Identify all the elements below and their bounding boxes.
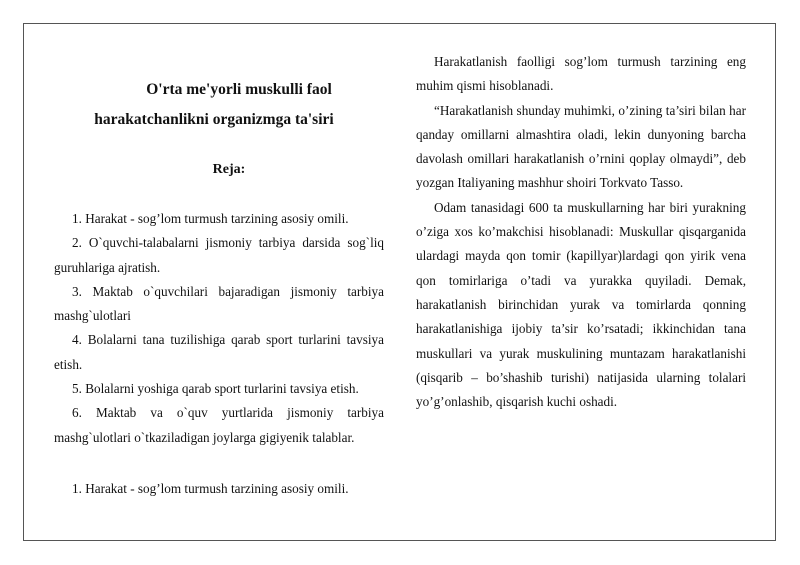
left-column (54, 75, 384, 496)
plan-item: 2. O`quvchi-talabalarni jismoniy tarbiya darsida sog`liq guruhlariga ajratish. (54, 235, 384, 275)
plan-item: 6. Maktab va o`quv yurtlarida jismoniy tarbiya mashg`ulotlari o`tkaziladigan joylarga gigiyenik talablar. (54, 405, 384, 445)
body-paragraph: Odam tanasidagi 600 ta muskullarning har biri yurakning o’ziga xos ko’makchisi hisoblanadi: Muskullar qisqarganida ulardagi mayda qon tomir (kapillyar)lardagi qon yirik vena qon tomirlariga o’tadi va yurakka quyiladi. Demak, harakatlanish birinchidan yurak va tomirlarda qonning harakatlanishiga ijobiy ta’sir ko’rsatadi; ikkinchidan tana muskullari va yurak muskulining muntazam harakatlanishi (qisqarib – bo’shashib turishi) natijasida ularning tolalari yo’g’onlashib, qisqarish kuchi oshadi. (416, 199, 746, 410)
plan-list (54, 207, 384, 450)
plan-item: 3. Maktab o`quvchilari bajaradigan jismoniy tarbiya mashg`ulotlari (54, 283, 384, 324)
plan-item: 4. Bolalarni tana tuzilishiga qarab sport turlarini tavsiya etish. (54, 332, 384, 372)
document-title (54, 75, 384, 135)
title-line-2: harakatchanlikni organizmga ta'siri (94, 111, 334, 128)
title-line-1: O'rta me'yorli muskulli faol (146, 81, 332, 98)
plan-heading: Reja: (212, 162, 246, 177)
section-heading: 1. Harakat - sog’lom turmush tarzining asosiy omili. (72, 481, 349, 496)
plan-item: 1. Harakat - sog’lom turmush tarzining asosiy omili. (72, 211, 349, 226)
plan-item: 5. Bolalarni yoshiga qarab sport turlarini tavsiya etish. (72, 381, 359, 397)
body-paragraph: Harakatlanish faolligi sog’lom turmush tarzining eng muhim qismi hisoblanadi. (416, 54, 746, 94)
right-column (416, 50, 746, 414)
body-paragraph: “Harakatlanish shunday muhimki, o’zining ta’siri bilan har qanday omillarni almashtira oladi, lekin dunyoning barcha davolash omillari harakatlanish o’rnini qoplay olmaydi”, deb yozgan Italiyaning mashhur shoiri Torkvato Tasso. (416, 102, 746, 191)
